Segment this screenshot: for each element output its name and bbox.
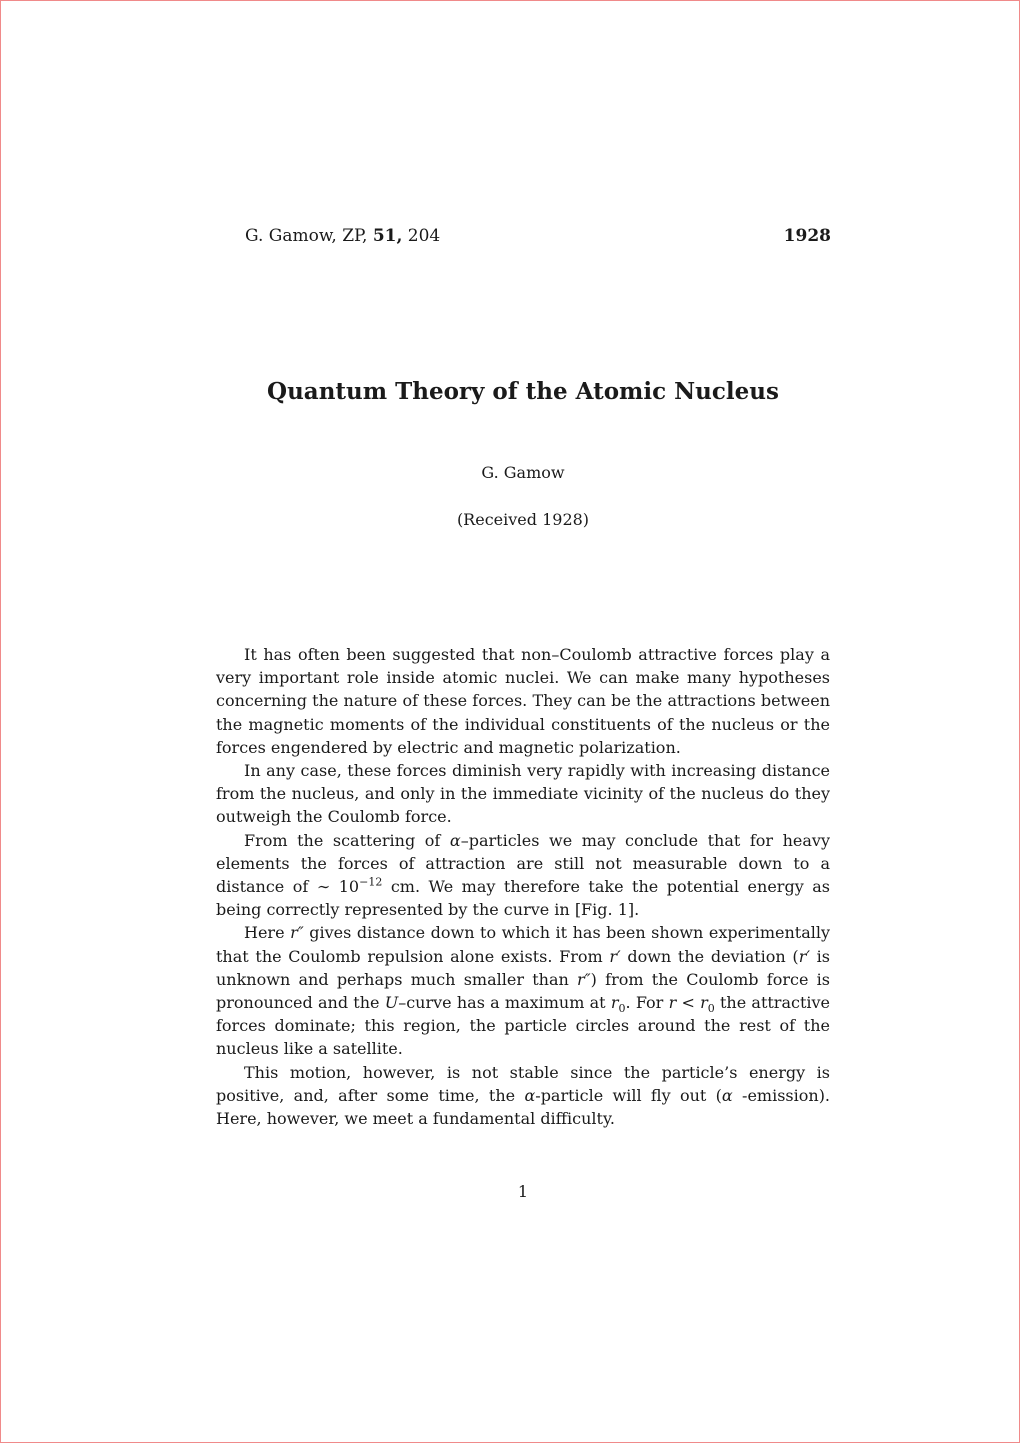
- received-date: (Received 1928): [456, 510, 590, 529]
- citation-year: 1928: [783, 226, 831, 246]
- p4-text: Here: [244, 923, 291, 943]
- r-symbol: r: [610, 993, 619, 1013]
- p4-text: . For: [625, 993, 669, 1013]
- p3-text: –particles we may conclude that for heavy elements the forces of attraction are still not measurable down to a distance of ∼ 10: [216, 830, 831, 897]
- paragraph-3: [216, 829, 830, 922]
- body-text: [216, 643, 830, 1130]
- exponent: −12: [359, 875, 383, 889]
- alpha-symbol: α: [524, 1085, 536, 1105]
- subscript-zero: 0: [618, 1002, 626, 1016]
- p4-text: <: [676, 993, 701, 1013]
- r-symbol: r: [700, 993, 708, 1013]
- alpha-symbol: α: [449, 830, 461, 850]
- paragraph-1: It has often been suggested that non–Coulomb attractive forces play a very important role inside atomic nuclei. We can make many hypotheses concerning the nature of these forces. They can be the attractions between the magnetic moments of the individual constituents of the nucleus or the forces engendered by electric and magnetic polarization.: [216, 645, 830, 757]
- r-prime: r′: [609, 946, 621, 966]
- p4-text: ) from the Coulomb force is pronounced and the: [216, 969, 830, 1013]
- p5-text: -particle will fly out (: [535, 1085, 722, 1105]
- citation: [245, 225, 440, 247]
- author: G. Gamow: [481, 463, 565, 482]
- r-double-prime: r″: [577, 969, 591, 989]
- p4-text: down the deviation (: [620, 946, 799, 966]
- p4-text: gives distance down to which it has been shown experimentally that the Coulomb repulsion alone exists. From: [216, 923, 831, 966]
- page-number: 1: [517, 1182, 529, 1201]
- p4-text: is unknown and perhaps much smaller than: [216, 946, 830, 989]
- paragraph-5: [216, 1061, 830, 1131]
- r-symbol: r: [668, 993, 677, 1013]
- p5-text: -emission). Here, however, we meet a fundamental difficulty.: [216, 1085, 831, 1129]
- p3-text: From the scattering of: [244, 830, 450, 850]
- paper-title: Quantum Theory of the Atomic Nucleus: [267, 378, 779, 405]
- citation-volume: 51,: [372, 226, 403, 246]
- r-prime: r′: [798, 946, 810, 966]
- r-double-prime: r″: [290, 923, 304, 943]
- paragraph-4: [216, 921, 830, 1060]
- paragraph-2: In any case, these forces diminish very rapidly with increasing distance from the nucleus, and only in the immediate vicinity of the nucleus do they outweigh the Coulomb force.: [216, 761, 830, 827]
- citation-page: 204: [402, 226, 441, 246]
- citation-prefix: G. Gamow, ZP,: [245, 226, 373, 246]
- p5-text: This motion, however, is not stable since the particle’s energy is positive, and, after some time, the: [216, 1062, 830, 1105]
- u-symbol: U: [384, 993, 399, 1013]
- subscript-zero: 0: [707, 1002, 715, 1016]
- p4-text: –curve has a maximum at: [398, 993, 611, 1013]
- p3-text: cm. We may therefore take the potential energy as being correctly represented by the curve in [Fig. 1].: [216, 877, 830, 920]
- p4-text: the attractive forces dominate; this region, the particle circles around the rest of the nucleus like a satellite.: [216, 993, 831, 1059]
- alpha-symbol: α: [721, 1085, 733, 1105]
